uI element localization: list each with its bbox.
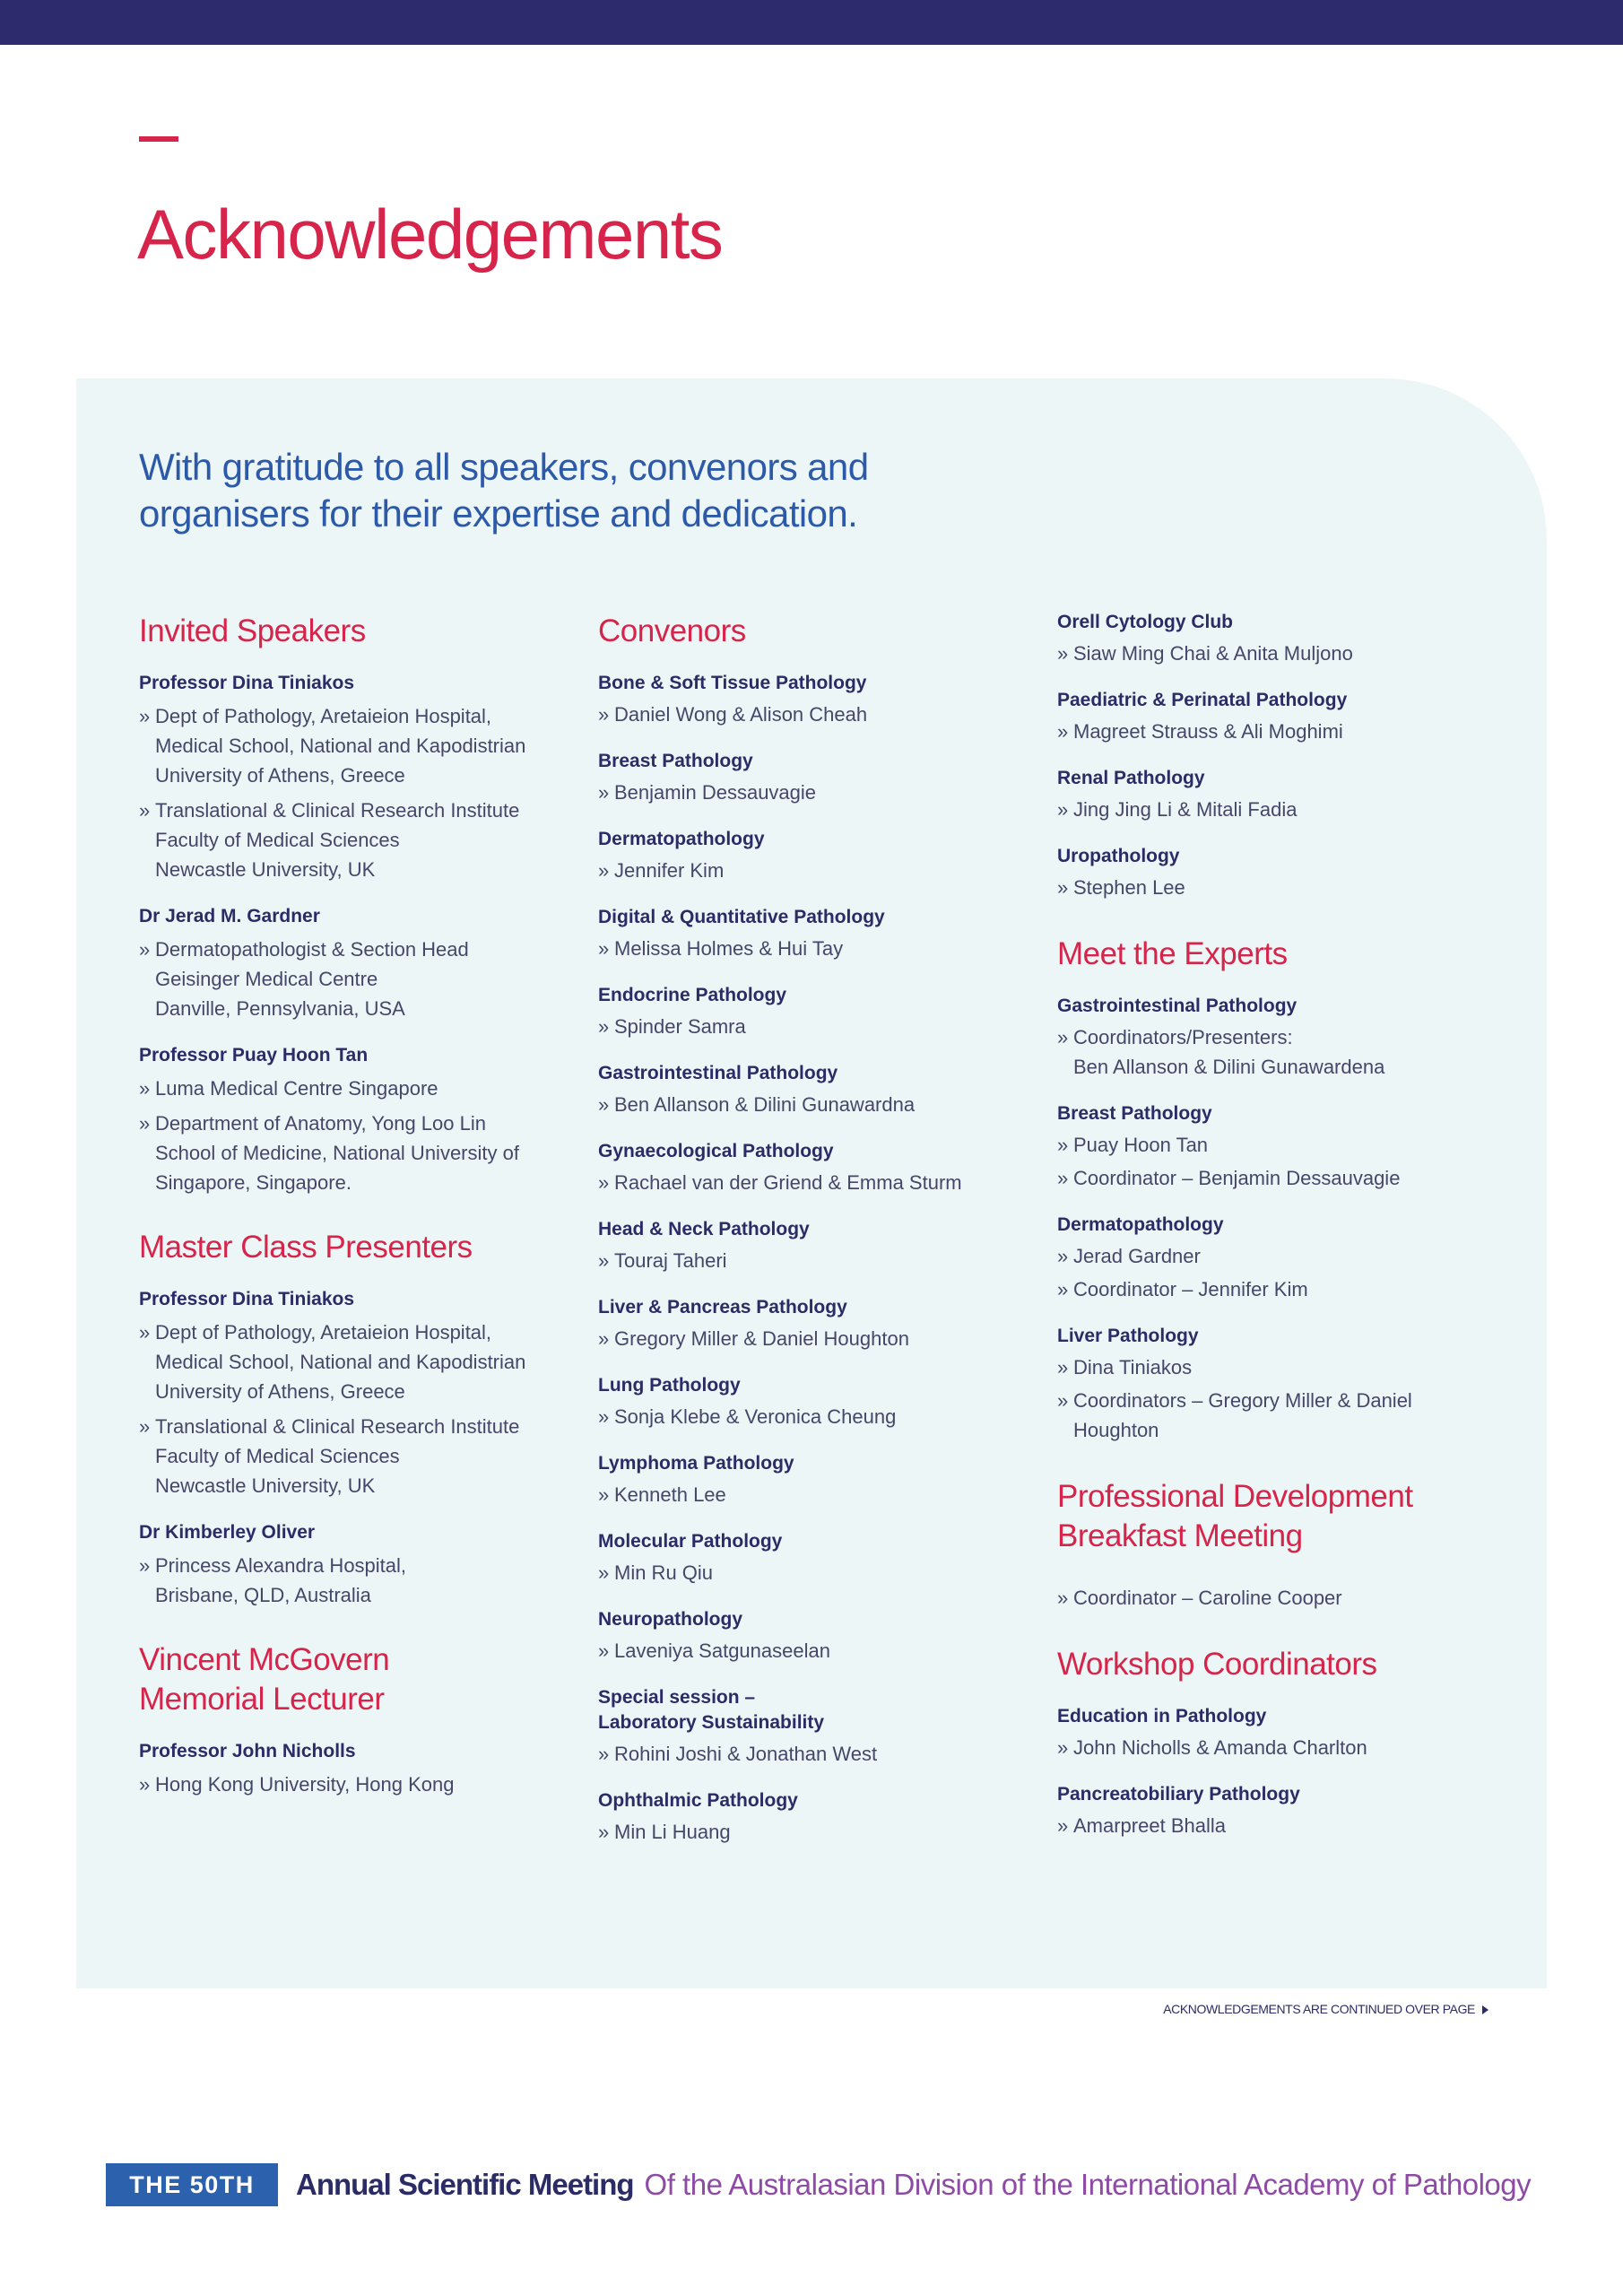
list-item: [1057, 1583, 1479, 1613]
bullet-mark: »: [598, 703, 610, 726]
bullet-mark: »: [1057, 1245, 1069, 1267]
list-item: [598, 778, 1028, 807]
bullet-mark: »: [1057, 1167, 1069, 1189]
list-item: [598, 856, 1028, 885]
list-item-text: Touraj Taheri: [614, 1249, 727, 1272]
entry-heading: Uropathology: [1057, 846, 1180, 866]
list-item-text: Jennifer Kim: [614, 859, 725, 882]
footer-event-name: Annual Scientific Meeting: [296, 2168, 634, 2201]
list-item: [598, 1558, 1028, 1587]
list-item-text: Dept of Pathology, Aretaieion Hospital, Medical School, National and Kapodistrian University of Athens, Greece: [155, 705, 526, 787]
entry-group: [598, 749, 1028, 807]
entry-group: [598, 1217, 1028, 1275]
entry-heading: Dr Jerad M. Gardner: [139, 906, 320, 926]
bullet-mark: »: [1057, 642, 1069, 665]
list-item-text: John Nicholls & Amanda Charlton: [1073, 1736, 1367, 1759]
list-item-text: Ben Allanson & Dilini Gunawardna: [614, 1093, 916, 1116]
entry-heading: Gastrointestinal Pathology: [598, 1063, 838, 1083]
list-item: [1057, 1386, 1479, 1445]
entry-heading: Renal Pathology: [1057, 768, 1205, 788]
bullet-mark: »: [1057, 876, 1069, 899]
list-item-text: Coordinators/Presenters: Ben Allanson & Dilini Gunawardena: [1073, 1026, 1385, 1078]
convenors-continued-list: [1057, 610, 1479, 902]
list-item: [1057, 1274, 1479, 1304]
entry-heading: Dr Kimberley Oliver: [139, 1522, 316, 1543]
entry-group: [139, 1520, 569, 1610]
convenors-list: [598, 671, 1028, 1847]
entry-heading: Breast Pathology: [598, 751, 753, 771]
list-item: [598, 1739, 1028, 1769]
list-item: [598, 1636, 1028, 1665]
footer-badge: THE 50TH: [106, 2163, 278, 2206]
entry-heading: Pancreatobiliary Pathology: [1057, 1784, 1300, 1805]
entry-group: [139, 1287, 569, 1500]
bullet-mark: »: [598, 1015, 610, 1038]
entry-heading: Professor John Nicholls: [139, 1741, 356, 1761]
list-item: [598, 1168, 1028, 1197]
list-item-text: Department of Anatomy, Yong Loo Lin School of Medicine, National University of Singapore, Singapore.: [155, 1112, 519, 1194]
entry-group: [1057, 610, 1479, 668]
entry-group: [598, 1529, 1028, 1587]
entry-heading: Professor Dina Tiniakos: [139, 1289, 355, 1309]
bullet-mark: »: [598, 937, 610, 960]
section-title-convenors: Convenors: [598, 613, 746, 648]
list-item-text: Min Ru Qiu: [614, 1561, 714, 1584]
entry-group: [1057, 1704, 1479, 1762]
list-item: [139, 1318, 569, 1406]
entry-heading: Professor Dina Tiniakos: [139, 673, 355, 693]
list-item-text: Laveniya Satgunaseelan: [614, 1639, 830, 1662]
bullet-mark: »: [1057, 1026, 1069, 1048]
bullet-mark: »: [598, 781, 610, 804]
entry-group: [598, 1373, 1028, 1431]
bullet-mark: »: [1057, 798, 1069, 821]
entry-group: [139, 671, 569, 884]
list-item: [1057, 1022, 1479, 1082]
workshop-list: [1057, 1704, 1479, 1840]
title-accent-dash: [139, 136, 178, 142]
list-item-text: Sonja Klebe & Veronica Cheung: [614, 1405, 897, 1428]
list-item: [139, 1770, 569, 1799]
master-class-list: [139, 1287, 569, 1610]
entry-heading: Special session – Laboratory Sustainability: [598, 1687, 825, 1733]
list-item-text: Spinder Samra: [614, 1015, 746, 1038]
column-1: [139, 612, 569, 1799]
bullet-mark: »: [139, 938, 151, 961]
entry-group: [1057, 688, 1479, 746]
list-item-text: Translational & Clinical Research Institute Faculty of Medical Sciences Newcastle University, UK: [155, 799, 520, 881]
section-title-workshop: Workshop Coordinators: [1057, 1647, 1377, 1682]
continued-text: ACKNOWLEDGEMENTS ARE CONTINUED OVER PAGE: [1163, 2002, 1475, 2016]
list-item: [139, 1109, 569, 1197]
bullet-mark: »: [1057, 1356, 1069, 1378]
list-item: [1057, 1733, 1479, 1762]
intro-text: With gratitude to all speakers, convenors and organisers for their expertise and dedication.: [139, 446, 869, 535]
entry-group: [1057, 994, 1479, 1082]
list-item: [598, 1817, 1028, 1847]
bullet-mark: »: [1057, 1814, 1069, 1837]
footer-org-name: Of the Australasian Division of the International Academy of Pathology: [644, 2168, 1532, 2201]
list-item: [139, 1551, 569, 1610]
list-item: [1057, 1130, 1479, 1160]
list-item: [139, 796, 569, 884]
list-item-text: Gregory Miller & Daniel Houghton: [614, 1327, 909, 1350]
bullet-mark: »: [598, 1405, 610, 1428]
entry-heading: Dermatopathology: [598, 829, 765, 849]
list-item: [598, 934, 1028, 963]
list-item-text: Daniel Wong & Alison Cheah: [614, 703, 868, 726]
list-item-text: Siaw Ming Chai & Anita Muljono: [1073, 642, 1353, 665]
list-item-text: Coordinators – Gregory Miller & Daniel Houghton: [1073, 1389, 1412, 1441]
bullet-mark: »: [598, 1327, 610, 1350]
list-item-text: Dept of Pathology, Aretaieion Hospital, Medical School, National and Kapodistrian University of Athens, Greece: [155, 1321, 526, 1403]
entry-group: [598, 1451, 1028, 1509]
bullet-mark: »: [139, 705, 151, 727]
column-2: [598, 612, 1028, 1847]
list-item: [139, 935, 569, 1023]
entry-heading: Gynaecological Pathology: [598, 1141, 834, 1161]
entry-heading: Liver & Pancreas Pathology: [598, 1297, 847, 1318]
entry-group: [1057, 1101, 1479, 1193]
entry-group: [1057, 844, 1479, 902]
column-3: [1057, 610, 1479, 1840]
entry-group: [598, 1295, 1028, 1353]
entry-heading: Digital & Quantitative Pathology: [598, 907, 885, 927]
list-item-text: Coordinator – Benjamin Dessauvagie: [1073, 1167, 1401, 1189]
bullet-mark: »: [139, 1112, 151, 1135]
invited-speakers-list: [139, 671, 569, 1197]
bullet-mark: »: [598, 1483, 610, 1506]
entry-group: [1057, 1782, 1479, 1840]
bullet-mark: »: [139, 1554, 151, 1577]
list-item: [598, 700, 1028, 729]
entry-heading: Orell Cytology Club: [1057, 612, 1234, 632]
play-arrow-icon: [1482, 2005, 1488, 2014]
entry-heading: Paediatric & Perinatal Pathology: [1057, 690, 1348, 710]
entry-heading: Education in Pathology: [1057, 1706, 1267, 1726]
bullet-mark: »: [139, 1773, 151, 1796]
entry-heading: Bone & Soft Tissue Pathology: [598, 673, 867, 693]
bullet-mark: »: [598, 1821, 610, 1843]
list-item-text: Melissa Holmes & Hui Tay: [614, 937, 844, 960]
list-item-text: Dermatopathologist & Section Head Geisinger Medical Centre Danville, Pennsylvania, USA: [155, 938, 469, 1020]
entry-heading: Molecular Pathology: [598, 1531, 783, 1552]
entry-group: [1057, 1213, 1479, 1304]
bullet-mark: »: [139, 1077, 151, 1100]
list-item-text: Min Li Huang: [614, 1821, 731, 1843]
list-item-text: Kenneth Lee: [614, 1483, 726, 1506]
entry-group: [598, 1607, 1028, 1665]
bullet-mark: »: [1057, 1278, 1069, 1300]
bullet-mark: »: [598, 1171, 610, 1194]
section-title-pdbm: Professional Development Breakfast Meeting: [1057, 1479, 1413, 1553]
list-item-text: Puay Hoon Tan: [1073, 1134, 1209, 1156]
entry-heading: Professor Puay Hoon Tan: [139, 1045, 369, 1065]
list-item-text: Rachael van der Griend & Emma Sturm: [614, 1171, 962, 1194]
bullet-mark: »: [139, 1415, 151, 1438]
entry-group: [598, 1061, 1028, 1119]
pdbm-list: [1057, 1583, 1479, 1613]
entry-group: [1057, 766, 1479, 824]
list-item-text: Dina Tiniakos: [1073, 1356, 1193, 1378]
list-item-text: Translational & Clinical Research Institute Faculty of Medical Sciences Newcastle University, UK: [155, 1415, 520, 1497]
bullet-mark: »: [1057, 720, 1069, 743]
bullet-mark: »: [1057, 1587, 1069, 1609]
entry-heading: Endocrine Pathology: [598, 985, 787, 1005]
entry-heading: Head & Neck Pathology: [598, 1219, 810, 1239]
footer: [106, 2163, 1531, 2206]
list-item: [598, 1090, 1028, 1119]
entry-group: [139, 904, 569, 1023]
list-item: [1057, 639, 1479, 668]
bullet-mark: »: [139, 799, 151, 822]
top-bar: [0, 0, 1623, 45]
entry-heading: Lymphoma Pathology: [598, 1453, 794, 1474]
section-title-vincent-mcgovern: Vincent McGovern Memorial Lecturer: [139, 1642, 390, 1717]
list-item-text: Hong Kong University, Hong Kong: [155, 1773, 455, 1796]
bullet-mark: »: [1057, 1736, 1069, 1759]
list-item: [598, 1324, 1028, 1353]
list-item: [139, 1412, 569, 1500]
vincent-list: [139, 1739, 569, 1799]
section-title-meet-experts: Meet the Experts: [1057, 936, 1288, 971]
entry-heading: Liver Pathology: [1057, 1326, 1199, 1346]
list-item-text: Magreet Strauss & Ali Moghimi: [1073, 720, 1343, 743]
list-item: [1057, 1241, 1479, 1271]
entry-group: [1057, 1324, 1479, 1445]
entry-group: [139, 1043, 569, 1197]
entry-group: [598, 983, 1028, 1041]
bullet-mark: »: [598, 1093, 610, 1116]
list-item: [598, 1246, 1028, 1275]
bullet-mark: »: [1057, 1134, 1069, 1156]
list-item: [1057, 795, 1479, 824]
list-item-text: Jing Jing Li & Mitali Fadia: [1073, 798, 1298, 821]
list-item-text: Amarpreet Bhalla: [1073, 1814, 1226, 1837]
list-item: [139, 701, 569, 790]
list-item-text: Jerad Gardner: [1073, 1245, 1201, 1267]
entry-heading: Neuropathology: [598, 1609, 742, 1630]
list-item: [139, 1074, 569, 1103]
entry-heading: Gastrointestinal Pathology: [1057, 996, 1298, 1016]
list-item-text: Princess Alexandra Hospital, Brisbane, QLD, Australia: [155, 1554, 407, 1606]
entry-group: [598, 905, 1028, 963]
page-title: Acknowledgements: [137, 195, 723, 274]
list-item: [1057, 717, 1479, 746]
bullet-mark: »: [598, 1743, 610, 1765]
entry-group: [598, 827, 1028, 885]
entry-group: [598, 1788, 1028, 1847]
bullet-mark: »: [1057, 1389, 1069, 1412]
list-item-text: Luma Medical Centre Singapore: [155, 1077, 438, 1100]
list-item: [1057, 873, 1479, 902]
bullet-mark: »: [598, 859, 610, 882]
bullet-mark: »: [139, 1321, 151, 1344]
entry-heading: Breast Pathology: [1057, 1103, 1212, 1124]
list-item-text: Rohini Joshi & Jonathan West: [614, 1743, 878, 1765]
section-title-invited-speakers: Invited Speakers: [139, 613, 366, 648]
list-item: [1057, 1811, 1479, 1840]
list-item: [598, 1480, 1028, 1509]
entry-group: [139, 1739, 569, 1799]
entry-heading: Dermatopathology: [1057, 1214, 1224, 1235]
bullet-mark: »: [598, 1561, 610, 1584]
entry-group: [598, 1139, 1028, 1197]
section-title-master-class: Master Class Presenters: [139, 1230, 473, 1265]
bullet-mark: »: [598, 1639, 610, 1662]
list-item: [1057, 1163, 1479, 1193]
list-item-text: Benjamin Dessauvagie: [614, 781, 817, 804]
entry-group: [598, 1685, 1028, 1769]
continued-note: [1112, 2002, 1488, 2016]
list-item-text: Coordinator – Caroline Cooper: [1073, 1587, 1342, 1609]
list-item-text: Stephen Lee: [1073, 876, 1185, 899]
bullet-mark: »: [598, 1249, 610, 1272]
list-item: [598, 1402, 1028, 1431]
entry-heading: Ophthalmic Pathology: [598, 1790, 798, 1811]
list-item: [598, 1012, 1028, 1041]
list-item: [1057, 1352, 1479, 1382]
entry-heading: Lung Pathology: [598, 1375, 741, 1396]
list-item-text: Coordinator – Jennifer Kim: [1073, 1278, 1308, 1300]
meet-experts-list: [1057, 994, 1479, 1445]
entry-group: [598, 671, 1028, 729]
